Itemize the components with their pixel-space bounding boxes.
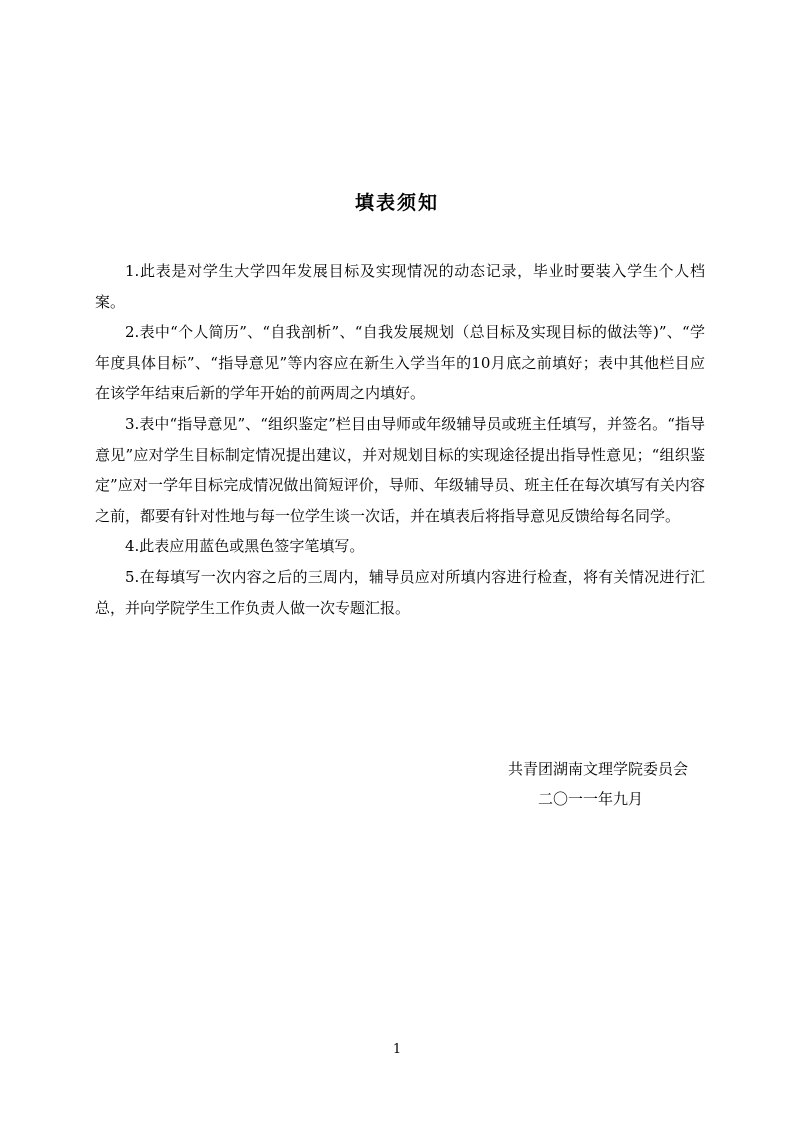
page-number: 1 [392,1042,402,1057]
instruction-paragraph-4: 4.此表应用蓝色或黑色签字笔填写。 [125,537,365,556]
instruction-paragraph-5: 5.在每填写一次内容之后的三周内，辅导员应对所填内容进行检查，将有关情况进行汇总，并向学院学生工作负责人做一次专题汇报。 [95,567,705,617]
instruction-paragraph-3: 3.表中“指导意见”、“组织鉴定”栏目由导师或年级辅导员或班主任填写，并签名。“指导意见”应对学生目标制定情况提出建议，并对规划目标的实现途径提出指导性意见；“组织鉴定”应对一学年目标完成情况做出简短评价，导师、年级辅导员、班主任在每次填写有关内容之前，都要有针对性地与每一位学生谈一次话，并在填表后将指导意见反馈给每名同学。 [95,414,705,525]
signature-date: 二〇一一年九月 [538,790,644,808]
instruction-paragraph-2: 2.表中“个人简历”、“自我剖析”、“自我发展规划（总目标及实现目标的做法等)”、“学年度具体目标”、“指导意见”等内容应在新生入学当年的10月底之前填好；表中其他栏目应在该学年结束后新的学年开始的前两周之内填好。 [95,323,705,403]
signature-organization: 共青团湖南文理学院委员会 [508,760,689,778]
instructions-body [95,256,705,623]
instruction-paragraph-1: 1.此表是对学生大学四年发展目标及实现情况的动态记录，毕业时要装入学生个人档案。 [95,262,705,311]
page-title: 填表须知 [354,192,439,214]
